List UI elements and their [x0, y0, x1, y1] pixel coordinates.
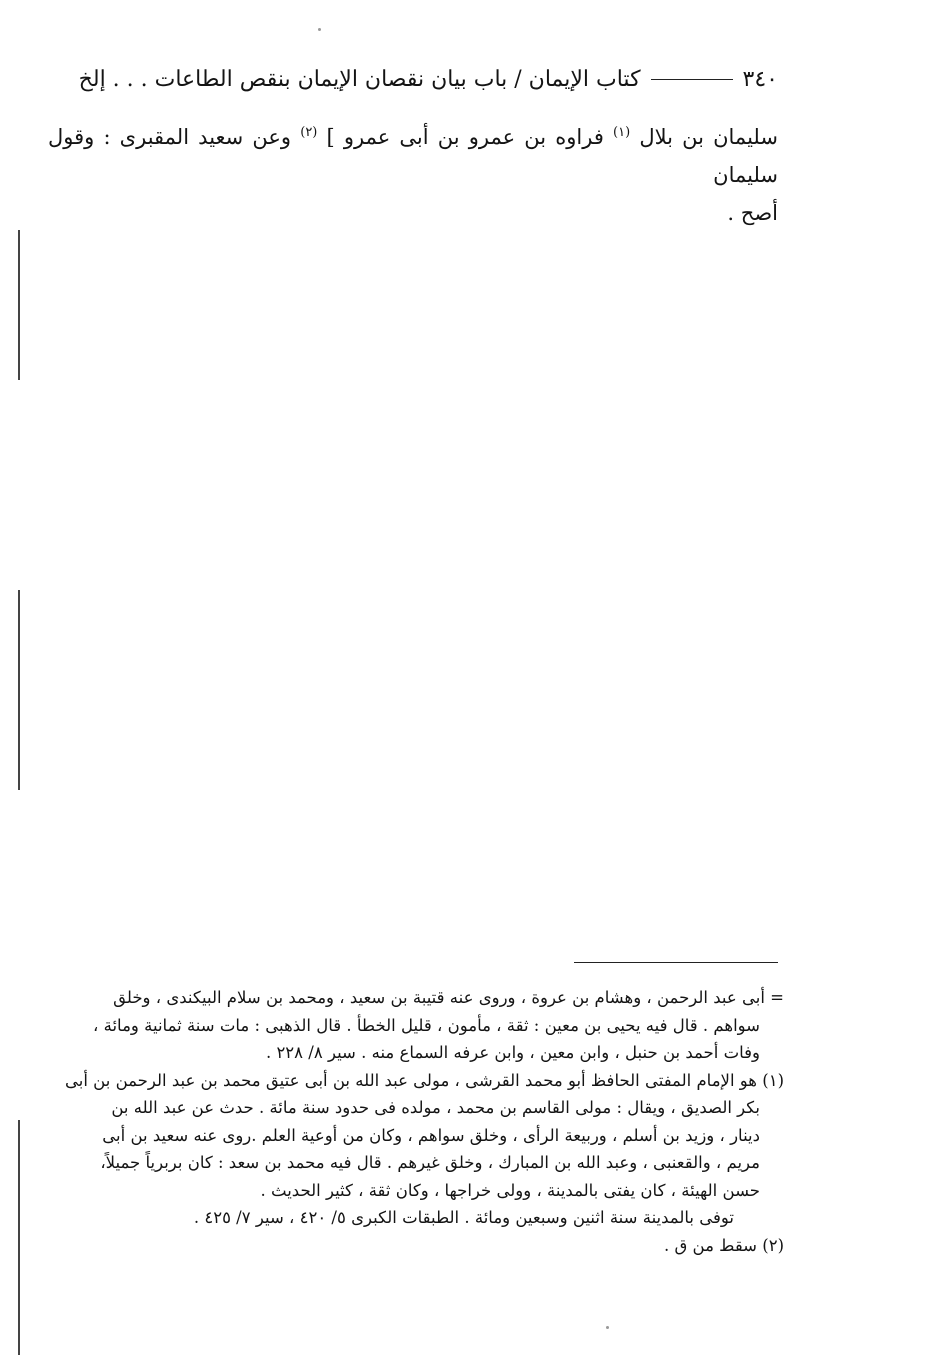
- main-text-line: أصح .: [727, 201, 778, 225]
- text-segment: فراوه بن عمرو بن أبى عمرو ]: [326, 125, 604, 149]
- scan-speck: [606, 1326, 609, 1329]
- running-title: كتاب الإيمان / باب بيان نقصان الإيمان بنقص الطاعات . . . إلخ: [78, 66, 641, 92]
- footnote-1-line: توفى بالمدينة سنة اثنين وسبعين ومائة . الطبقات الكبرى ٥/ ٤٢٠ ، سير ٧/ ٤٢٥ .: [193, 1208, 734, 1227]
- footnotes: [48, 984, 784, 1259]
- page-number: ٣٤٠: [742, 66, 778, 92]
- footnote-marker-1: (١): [613, 125, 631, 140]
- footnote-line: = أبى عبد الرحمن ، وهشام بن عروة ، وروى عنه قتيبة بن سعيد ، ومحمد بن سلام البيكندى ، وخلق: [113, 988, 784, 1007]
- footnote-divider: [574, 962, 778, 963]
- text-segment: وعن سعيد المقبرى : وقول سليمان: [48, 125, 778, 187]
- footnote-1-line: بكر الصديق ، ويقال : مولى القاسم بن محمد ، مولده فى حدود سنة مائة . حدث عن عبد الله بن: [111, 1098, 760, 1117]
- footnote-1-line: (١) هو الإمام المفتى الحافظ أبو محمد القرشى ، مولى عبد الله بن أبى عتيق محمد بن عبد الرحمن بن أبى: [65, 1070, 784, 1090]
- scan-margin-line: [18, 590, 20, 790]
- footnote-line: وفات أحمد بن حنبل ، وابن معين ، وابن عرفه السماع منه . سير ٨/ ٢٢٨ .: [265, 1043, 760, 1062]
- scan-margin-line: [18, 230, 20, 380]
- footnote-1-line: مريم ، والقعنبى ، وعبد الله بن المبارك ، وخلق غيرهم . قال فيه محمد بن سعد : كان بربرياً جميلاً،: [100, 1153, 760, 1172]
- footnote-line: سواهم . قال فيه يحيى بن معين : ثقة ، مأمون ، قليل الخطأ . قال الذهبى : مات سنة ثمانية ومائة ،: [93, 1015, 760, 1035]
- scan-speck: [318, 28, 321, 31]
- footnote-2: (٢) سقط من ق .: [663, 1235, 784, 1255]
- main-text: [48, 118, 778, 232]
- footnote-1-line: دينار ، وزيد بن أسلم ، وربيعة الرأى ، وخلق سواهم ، وكان من أوعية العلم .روى عنه سعيد بن أبى: [102, 1125, 760, 1145]
- running-header: [48, 62, 778, 96]
- header-rule: [651, 79, 733, 80]
- main-text-line: [48, 118, 778, 194]
- footnote-1-line: حسن الهيئة ، كان يفتى بالمدينة ، وولى خراجها ، وكان ثقة ، كثير الحديث .: [260, 1180, 760, 1200]
- footnote-marker-2: (٢): [300, 125, 318, 140]
- scan-margin-line: [18, 1120, 20, 1355]
- text-segment: سليمان بن بلال: [639, 125, 778, 149]
